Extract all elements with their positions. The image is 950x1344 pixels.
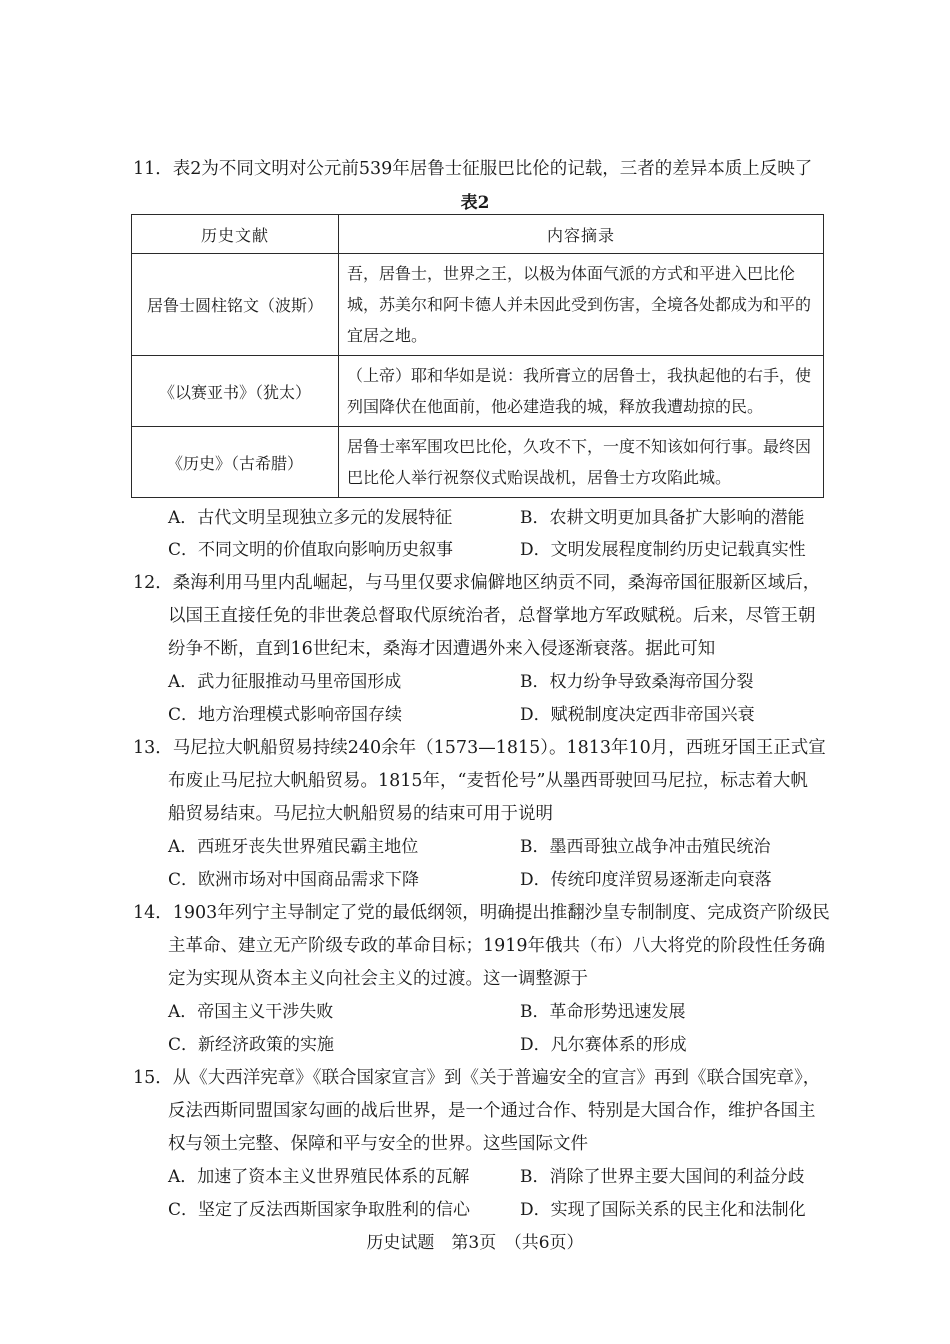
option-b: B．革命形势迅速发展 — [520, 1002, 686, 1022]
option-d: D．文明发展程度制约历史记载真实性 — [520, 540, 806, 560]
source-table — [131, 214, 824, 498]
option-d: D．凡尔赛体系的形成 — [520, 1035, 687, 1055]
option-d: D．传统印度洋贸易逐渐走向衰落 — [520, 870, 772, 890]
question-12-stem: 以国王直接任免的非世袭总督取代原统治者，总督掌地方军政赋税。后来，尽管王朝 — [168, 606, 816, 626]
option-c: C．不同文明的价值取向影响历史叙事 — [168, 540, 454, 560]
option-d: D．赋税制度决定西非帝国兴衰 — [520, 705, 755, 725]
question-14-stem: 主革命、建立无产阶级专政的革命目标；1919年俄共（布）八大将党的阶段性任务确 — [168, 936, 826, 956]
option-a: A．加速了资本主义世界殖民体系的瓦解 — [168, 1167, 470, 1187]
table-row — [132, 427, 824, 498]
table-header: 内容摘录 — [339, 215, 824, 254]
table-cell-source: 居鲁士圆柱铭文（波斯） — [132, 254, 339, 356]
option-b: B．消除了世界主要大国间的利益分歧 — [520, 1167, 805, 1187]
question-15-stem: 15．从《大西洋宪章》《联合国家宣言》到《关于普遍安全的宣言》再到《联合国宪章》， — [133, 1068, 821, 1088]
question-15-stem: 反法西斯同盟国家勾画的战后世界，是一个通过合作、特别是大国合作，维护各国主 — [168, 1101, 816, 1121]
table-header-row — [132, 215, 824, 254]
option-a: A．古代文明呈现独立多元的发展特征 — [168, 508, 453, 528]
option-b: B．权力纷争导致桑海帝国分裂 — [520, 672, 754, 692]
question-11-stem: 11．表2为不同文明对公元前539年居鲁士征服巴比伦的记载，三者的差异本质上反映了 — [133, 159, 813, 179]
table-cell-content: （上帝）耶和华如是说：我所膏立的居鲁士，我执起他的右手，使列国降伏在他面前，他必建造我的城，释放我遭劫掠的民。 — [339, 356, 824, 427]
question-14-stem: 定为实现从资本主义向社会主义的过渡。这一调整源于 — [168, 969, 588, 989]
question-12-stem: 纷争不断，直到16世纪末，桑海才因遭遇外来入侵逐渐衰落。据此可知 — [168, 639, 716, 659]
option-c: C．新经济政策的实施 — [168, 1035, 335, 1055]
question-14-stem: 14．1903年列宁主导制定了党的最低纲领，明确提出推翻沙皇专制制度、完成资产阶级民 — [133, 903, 830, 923]
question-15-stem: 权与领土完整、保障和平与安全的世界。这些国际文件 — [168, 1134, 588, 1154]
option-c: C．欧洲市场对中国商品需求下降 — [168, 870, 420, 890]
question-13-stem: 13．马尼拉大帆船贸易持续240余年（1573—1815）。1813年10月，西班牙国王正式宣 — [133, 738, 826, 758]
table-cell-source: 《以赛亚书》（犹太） — [132, 356, 339, 427]
question-13-stem: 船贸易结束。马尼拉大帆船贸易的结束可用于说明 — [168, 804, 553, 824]
table-header: 历史文献 — [132, 215, 339, 254]
option-a: A．西班牙丧失世界殖民霸主地位 — [168, 837, 419, 857]
option-c: C．坚定了反法西斯国家争取胜利的信心 — [168, 1200, 471, 1220]
page-footer: 历史试题 第3页 （共6页） — [366, 1233, 584, 1253]
option-b: B．墨西哥独立战争冲击殖民统治 — [520, 837, 771, 857]
table-cell-source: 《历史》（古希腊） — [132, 427, 339, 498]
question-13-stem: 布废止马尼拉大帆船贸易。1815年，“麦哲伦号”从墨西哥驶回马尼拉，标志着大帆 — [168, 771, 808, 791]
option-d: D．实现了国际关系的民主化和法制化 — [520, 1200, 806, 1220]
option-a: A．武力征服推动马里帝国形成 — [168, 672, 402, 692]
table-cell-content: 吾，居鲁士，世界之王，以极为体面气派的方式和平进入巴比伦城，苏美尔和阿卡德人并未因此受到伤害，全境各处都成为和平的宜居之地。 — [339, 254, 824, 356]
table-row — [132, 254, 824, 356]
option-b: B．农耕文明更加具备扩大影响的潜能 — [520, 508, 805, 528]
table-row — [132, 356, 824, 427]
option-a: A．帝国主义干涉失败 — [168, 1002, 334, 1022]
table-cell-content: 居鲁士率军围攻巴比伦，久攻不下，一度不知该如何行事。最终因巴比伦人举行祝祭仪式贻误战机，居鲁士方攻陷此城。 — [339, 427, 824, 498]
table-caption: 表2 — [460, 193, 490, 213]
question-12-stem: 12．桑海利用马里内乱崛起，与马里仅要求偏僻地区纳贡不同，桑海帝国征服新区域后， — [133, 573, 821, 593]
option-c: C．地方治理模式影响帝国存续 — [168, 705, 403, 725]
